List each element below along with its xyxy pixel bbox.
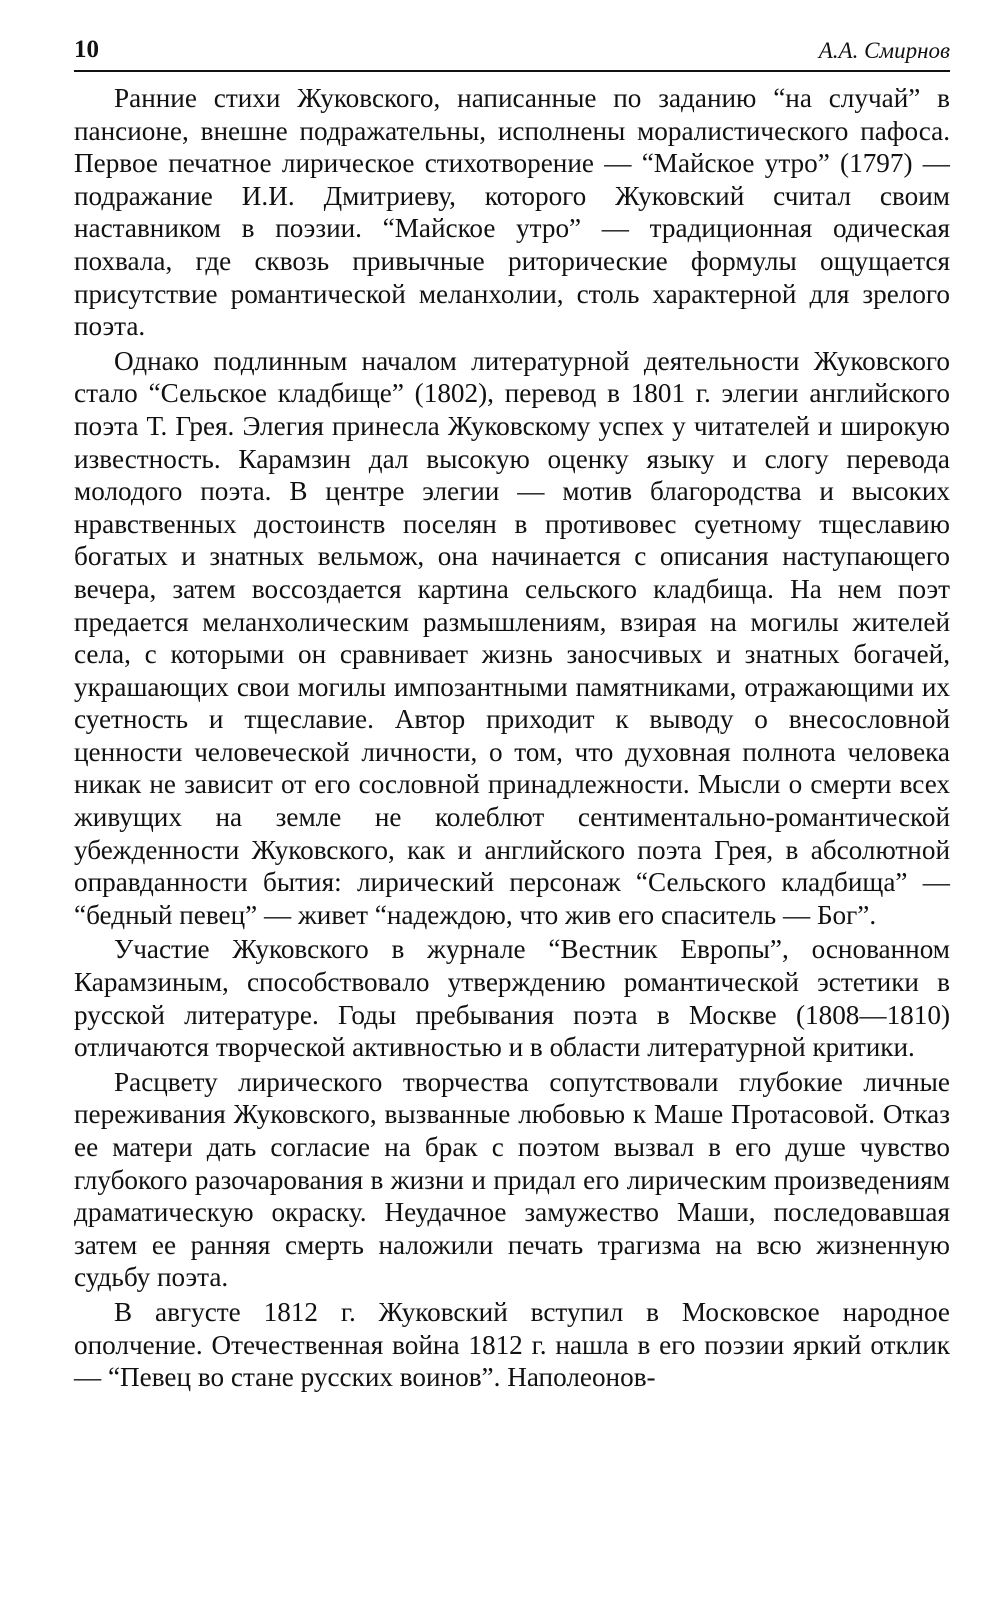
page-number: 10 (74, 36, 99, 63)
book-page (74, 30, 950, 1570)
paragraph-vestnik-evropy: Участие Жуковского в журнале “Вестник Европы”, основанном Карамзиным, способствовало утверждению романтической эстетики в русской литературе. Годы пребывания поэта в Москве (1808—1810) отличаются творческой активностью и в области литературной критики. (74, 934, 950, 1063)
paragraph-country-churchyard: Однако подлинным началом литературной деятельности Жуковского стало “Сельское кладбище” (1802), перевод в 1801 г. элегии английского поэта Т. Грея. Элегия принесла Жуковскому успех у читателей и широкую известность. Карамзин дал высокую оценку языку и слогу перевода молодого поэта. В центре элегии — мотив благородства и высоких нравственных достоинств поселян в противовес суетному тщеславию богатых и знатных вельмож, она начинается с описания наступающего вечера, затем воссоздается картина сельского кладбища. На нем поэт предается меланхолическим размышлениям, взирая на могилы жителей села, с которыми он сравнивает жизнь заносчивых и знатных богачей, украшающих свои могилы импозантными памятниками, отражающими их суетность и тщеславие. Автор приходит к выводу о внесословной ценности человеческой личности, о том, что духовная полнота человека никак не зависит от его сословной принадлежности. Мысли о смерти всех живущих на земле не колеблют сентиментально-романтической убежденности Жуковского, как и английского поэта Грея, в абсолютной оправданности бытия: лирический персонаж “Сельского кладбища” — “бедный певец” — живет “надеждою, что жив его спаситель — Бог”. (74, 345, 950, 930)
running-head-author: А.А. Смирнов (818, 38, 950, 63)
header-rule (74, 70, 950, 72)
running-head (74, 30, 950, 70)
paragraph-masha-protasova: Расцвету лирического творчества сопутствовали глубокие личные переживания Жуковского, вызванные любовью к Маше Протасовой. Отказ ее матери дать согласие на брак с поэтом вызвал в его душе чувство глубокого разочарования в жизни и придал его лирическим произведениям драматическую окраску. Неудачное замужество Маши, последовавшая затем ее ранняя смерть наложили печать трагизма на всю жизненную судьбу поэта. (74, 1066, 950, 1293)
paragraph-early-poems: Ранние стихи Жуковского, написанные по заданию “на случай” в пансионе, внешне подражательны, исполнены моралистического пафоса. Первое печатное лирическое стихотворение — “Майское утро” (1797) — подражание И.И. Дмитриеву, которого Жуковский считал своим наставником в поэзии. “Майское утро” — традиционная одическая похвала, где сквозь привычные риторические формулы ощущается присутствие романтической меланхолии, столь характерной для зрелого поэта. (74, 83, 950, 342)
body-text (74, 82, 950, 1396)
paragraph-war-1812: В августе 1812 г. Жуковский вступил в Московское народное ополчение. Отечественная война 1812 г. нашла в его поэзии яркий отклик — “Певец во стане русских воинов”. Наполеонов- (74, 1296, 950, 1393)
